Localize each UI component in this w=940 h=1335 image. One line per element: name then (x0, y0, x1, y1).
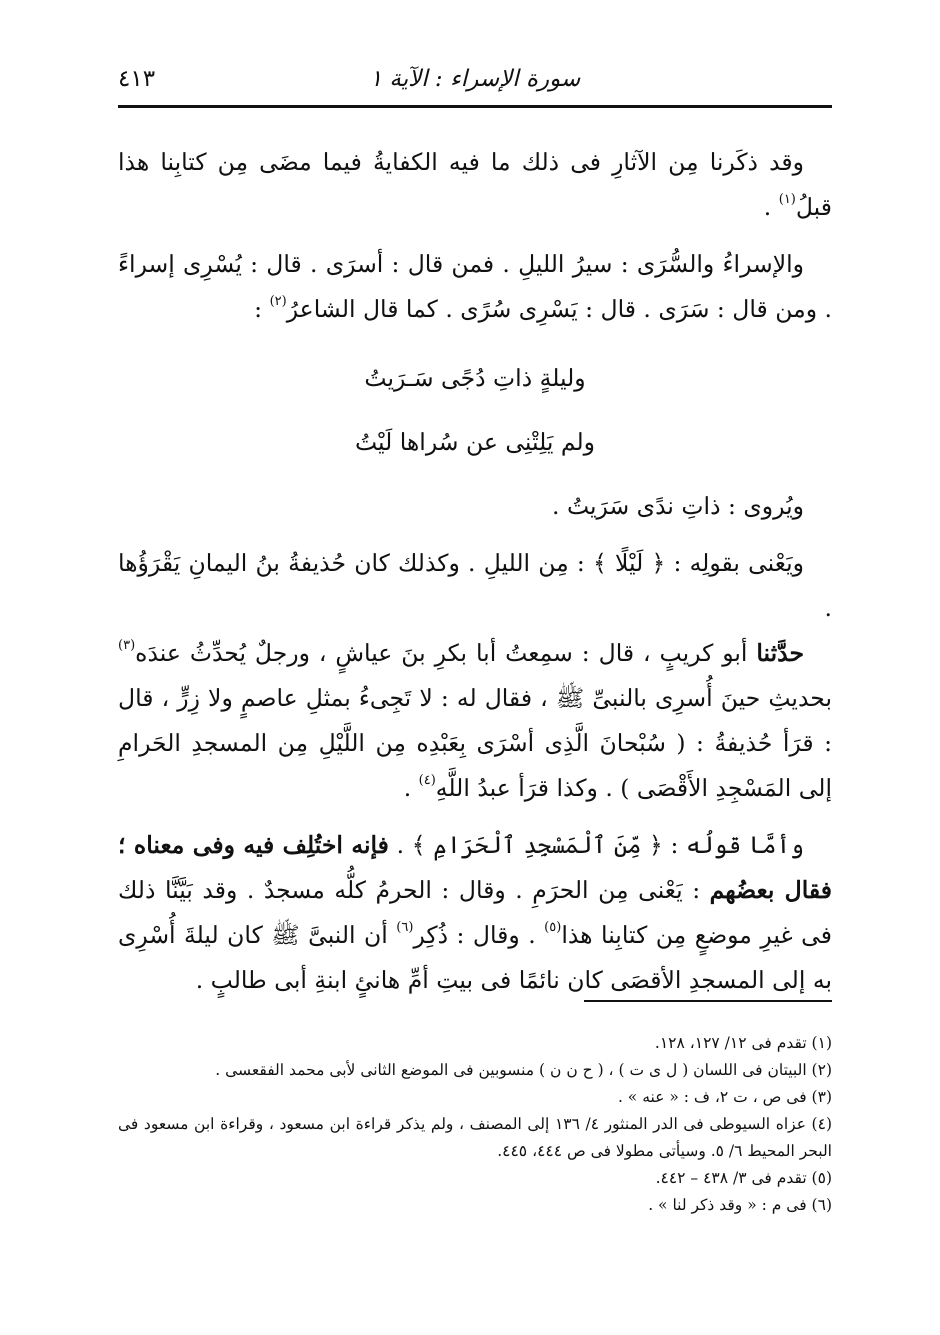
hadith-lead: حدَّثنا (756, 639, 804, 667)
header-rule (118, 105, 832, 108)
paragraph-6-text-a: وأمَّا قولُه : ﴿ مِّنَ ٱلْمَسْجِدِ ٱلْحَرَامِ ﴾ . (388, 831, 804, 859)
paragraph-5 (118, 631, 832, 811)
footnote-ref-5: (٥) (544, 920, 562, 935)
paragraph-1-end: . (763, 193, 779, 221)
paragraph-6-text-b: : يَعْنى مِن الحرَمِ . وقال : الحرمُ كلُّه مسجدٌ . وقد بَيَّنَّا ذلك فى غيرِ موضعٍ مِن كتابِنا هذا (118, 876, 833, 949)
paragraph-2 (118, 242, 832, 332)
footnote-ref-6: (٦) (396, 920, 414, 935)
footnote-ref-2: (٢) (269, 294, 287, 309)
footnote-2: (٢) البيتان فى اللسان ( ل ى ت ) ، ( ح ن ن ) منسوبين فى الموضع الثانى لأبى محمد الفقعسى . (215, 1061, 832, 1079)
running-title: سورة الإسراء : الآية ١ (369, 66, 581, 92)
footnote-3: (٣) فى ص ، ت ٢، ف : « عنه » . (617, 1088, 832, 1106)
paragraph-5-end: . (403, 774, 419, 802)
paragraph-6 (118, 823, 832, 1003)
verse-line-1: وليلةٍ ذاتِ دُجًى سَـرَيتُ (364, 364, 586, 392)
page-number: ٤١٣ (118, 66, 156, 92)
footnote-ref-3: (٣) (118, 638, 136, 653)
page-header (118, 60, 832, 108)
footnote-5: (٥) تقدم فى ٣/ ٤٣٨ – ٤٤٢. (655, 1169, 832, 1187)
paragraph-5-text-a: أبو كريبٍ ، قال : سمِعتُ أبا بكرِ بنَ عياشٍ ، ورجلٌ يُحدِّثُ عندَه (135, 639, 757, 667)
footnote-ref-1: (١) (778, 192, 796, 207)
footnote-separator (584, 1000, 832, 1002)
main-text (118, 140, 832, 1003)
paragraph-2-end: : (254, 295, 270, 323)
verse-line-2: ولم يَلِتْنِى عن سُراها لَيْتُ (354, 428, 596, 456)
footnote-1: (١) تقدم فى ١٢/ ١٢٧، ١٢٨. (654, 1034, 832, 1052)
paragraph-6-bold: فإنه اختُلِف فيه وفى معناه ؛ فقال بعضُهم (118, 831, 832, 904)
footnote-4: (٤) عزاه السيوطى فى الدر المنثور ٤/ ١٣٦ إلى المصنف ، ولم يذكر قراءة ابن مسعود ، وقراءة ابن مسعود فى البحر المحيط ٦/ ٥. وسيأتى مطولا فى ص ٤٤٤، ٤٤٥. (118, 1115, 832, 1160)
paragraph-6-text-c: . وقال : ذُكِر (413, 921, 545, 949)
paragraph-1 (118, 140, 832, 230)
paragraph-1-text: وقد ذكَرنا مِن الآثارِ فى ذلك ما فيه الكفايةُ فيما مضَى مِن كتابِنا هذا قبلُ (118, 148, 832, 221)
footnote-6: (٦) فى م : « وقد ذكر لنا » . (648, 1196, 832, 1214)
paragraph-2-text: والإسراءُ والسُّرَى : سيرُ الليلِ . فمن قال : أسرَى . قال : يُسْرِى إسراءً . ومن قال : سَرَى . قال : يَسْرِى سُرًى . كما قال الشاعرُ (118, 250, 832, 323)
paragraph-5-text-b: بحديثِ حينَ أُسرِى بالنبىِّ ﷺ ، فقال له : لا تَجِىءُ بمثلِ عاصمٍ ولا زِرٍّ ، قال : قرَأ حُذيفةُ : ( سُبْحانَ الَّذِى أسْرَى بِعَبْدِه مِن اللَّيْلِ مِن المسجدِ الحَرامِ إلى المَسْجِدِ الأَقْصَى ) . وكذا قرَأ عبدُ اللَّهِ (118, 684, 832, 802)
paragraph-3: ويُروى : ذاتِ ندًى سَرَيتُ . (552, 492, 804, 520)
paragraph-4: ويَعْنى بقولِه : ﴿ لَيْلًا ﴾ : مِن الليلِ . وكذلك كان حُذيفةُ بنُ اليمانِ يَقْرَؤُها . (118, 549, 832, 622)
paragraph-6-text-d: أن النبىَّ ﷺ كان ليلةَ أُسْرِى به إلى المسجدِ الأقصَى كان نائمًا فى بيتِ أمِّ هانئٍ ابنةِ أبى طالبٍ . (118, 921, 832, 994)
footnote-ref-4: (٤) (418, 773, 436, 788)
poem-verse (118, 346, 832, 474)
footnotes (118, 1030, 832, 1219)
